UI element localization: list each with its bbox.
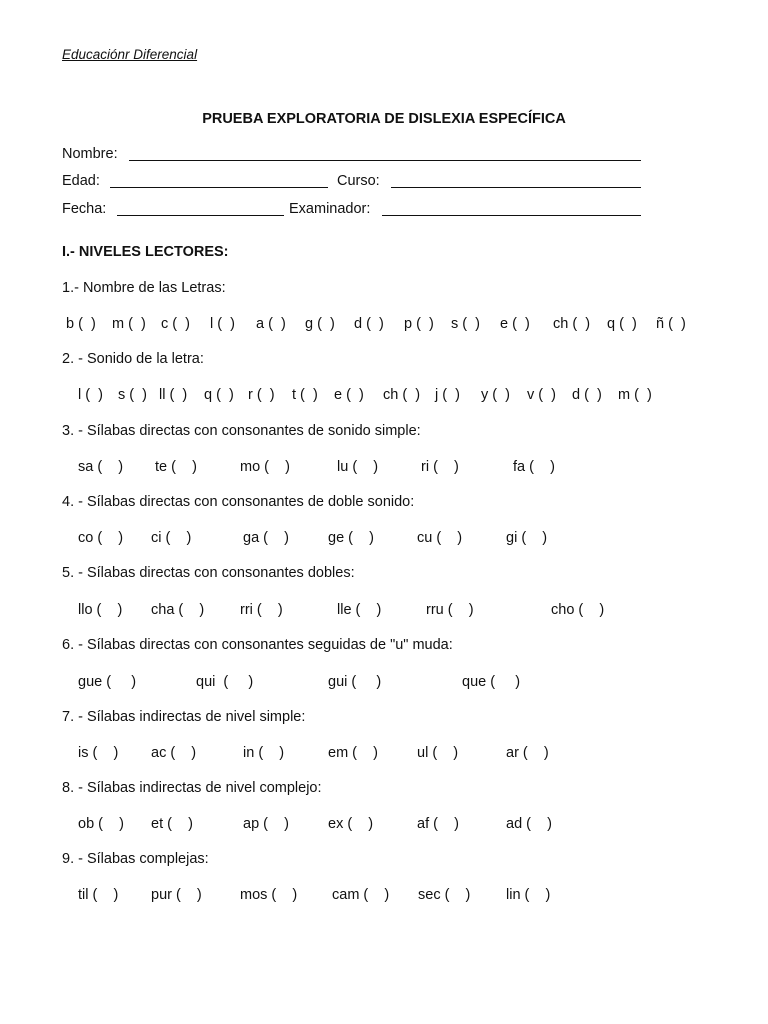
- document-title: PRUEBA EXPLORATORIA DE DISLEXIA ESPECÍFICA: [202, 111, 566, 127]
- option-item[interactable]: gue ( ): [78, 674, 137, 690]
- option-item[interactable]: ex ( ): [328, 816, 374, 832]
- option-item[interactable]: pur ( ): [151, 887, 202, 903]
- option-item[interactable]: llo ( ): [78, 602, 123, 618]
- edad-field[interactable]: [110, 187, 328, 188]
- option-item[interactable]: s ( ): [451, 316, 480, 332]
- option-item[interactable]: ge ( ): [328, 530, 374, 546]
- document-header: Educaciónr Diferencial: [62, 47, 198, 62]
- option-item[interactable]: q ( ): [607, 316, 637, 332]
- option-item[interactable]: e ( ): [334, 387, 364, 403]
- item-title: 6. - Sílabas directas con consonantes seguidas de "u" muda:: [62, 637, 453, 653]
- item-title: 4. - Sílabas directas con consonantes de doble sonido:: [62, 494, 415, 510]
- option-item[interactable]: in ( ): [243, 745, 285, 761]
- item-title: 3. - Sílabas directas con consonantes de sonido simple:: [62, 423, 421, 439]
- option-item[interactable]: fa ( ): [513, 459, 555, 475]
- option-item[interactable]: ga ( ): [243, 530, 289, 546]
- fecha-label: Fecha:: [62, 201, 107, 217]
- option-item[interactable]: co ( ): [78, 530, 124, 546]
- curso-label: Curso:: [337, 173, 380, 189]
- option-item[interactable]: lle ( ): [337, 602, 382, 618]
- option-item[interactable]: d ( ): [354, 316, 384, 332]
- option-item[interactable]: lin ( ): [506, 887, 551, 903]
- option-item[interactable]: lu ( ): [337, 459, 379, 475]
- option-item[interactable]: ap ( ): [243, 816, 289, 832]
- option-item[interactable]: cho ( ): [551, 602, 605, 618]
- option-item[interactable]: til ( ): [78, 887, 119, 903]
- option-item[interactable]: l ( ): [78, 387, 103, 403]
- item-title: 1.- Nombre de las Letras:: [62, 280, 226, 296]
- edad-label: Edad:: [62, 173, 100, 189]
- option-item[interactable]: cam ( ): [332, 887, 390, 903]
- examinador-field[interactable]: [382, 215, 641, 216]
- option-item[interactable]: m ( ): [618, 387, 652, 403]
- option-item[interactable]: mos ( ): [240, 887, 298, 903]
- option-item[interactable]: ñ ( ): [656, 316, 686, 332]
- option-item[interactable]: gui ( ): [328, 674, 382, 690]
- option-item[interactable]: d ( ): [572, 387, 602, 403]
- option-item[interactable]: ul ( ): [417, 745, 459, 761]
- option-item[interactable]: sec ( ): [418, 887, 471, 903]
- section-heading: I.- NIVELES LECTORES:: [62, 244, 229, 260]
- option-item[interactable]: m ( ): [112, 316, 146, 332]
- curso-field[interactable]: [391, 187, 641, 188]
- item-title: 8. - Sílabas indirectas de nivel complejo:: [62, 780, 322, 796]
- option-item[interactable]: ll ( ): [159, 387, 188, 403]
- option-item[interactable]: p ( ): [404, 316, 434, 332]
- option-item[interactable]: ob ( ): [78, 816, 124, 832]
- option-item[interactable]: sa ( ): [78, 459, 124, 475]
- option-item[interactable]: l ( ): [210, 316, 235, 332]
- option-item[interactable]: cha ( ): [151, 602, 205, 618]
- item-title: 9. - Sílabas complejas:: [62, 851, 209, 867]
- option-item[interactable]: j ( ): [435, 387, 460, 403]
- option-item[interactable]: s ( ): [118, 387, 147, 403]
- nombre-label: Nombre:: [62, 146, 118, 162]
- option-item[interactable]: mo ( ): [240, 459, 290, 475]
- option-item[interactable]: rru ( ): [426, 602, 474, 618]
- option-item[interactable]: c ( ): [161, 316, 190, 332]
- option-item[interactable]: te ( ): [155, 459, 197, 475]
- option-item[interactable]: af ( ): [417, 816, 459, 832]
- option-item[interactable]: ch ( ): [553, 316, 591, 332]
- option-item[interactable]: qui ( ): [196, 674, 254, 690]
- option-item[interactable]: em ( ): [328, 745, 378, 761]
- option-item[interactable]: g ( ): [305, 316, 335, 332]
- option-item[interactable]: ri ( ): [421, 459, 459, 475]
- option-item[interactable]: ch ( ): [383, 387, 421, 403]
- option-item[interactable]: r ( ): [248, 387, 275, 403]
- option-item[interactable]: t ( ): [292, 387, 318, 403]
- examinador-label: Examinador:: [289, 201, 371, 217]
- option-item[interactable]: que ( ): [462, 674, 521, 690]
- option-item[interactable]: ci ( ): [151, 530, 192, 546]
- option-item[interactable]: q ( ): [204, 387, 234, 403]
- fecha-field[interactable]: [117, 215, 284, 216]
- option-item[interactable]: gi ( ): [506, 530, 548, 546]
- option-item[interactable]: ad ( ): [506, 816, 552, 832]
- option-item[interactable]: b ( ): [66, 316, 96, 332]
- nombre-field[interactable]: [129, 160, 641, 161]
- option-item[interactable]: et ( ): [151, 816, 193, 832]
- item-title: 2. - Sonido de la letra:: [62, 351, 204, 367]
- option-item[interactable]: is ( ): [78, 745, 119, 761]
- option-item[interactable]: a ( ): [256, 316, 286, 332]
- option-item[interactable]: ar ( ): [506, 745, 549, 761]
- option-item[interactable]: cu ( ): [417, 530, 463, 546]
- option-item[interactable]: y ( ): [481, 387, 510, 403]
- option-item[interactable]: ac ( ): [151, 745, 197, 761]
- option-item[interactable]: v ( ): [527, 387, 556, 403]
- option-item[interactable]: e ( ): [500, 316, 530, 332]
- item-title: 5. - Sílabas directas con consonantes dobles:: [62, 565, 355, 581]
- option-item[interactable]: rri ( ): [240, 602, 283, 618]
- item-title: 7. - Sílabas indirectas de nivel simple:: [62, 709, 306, 725]
